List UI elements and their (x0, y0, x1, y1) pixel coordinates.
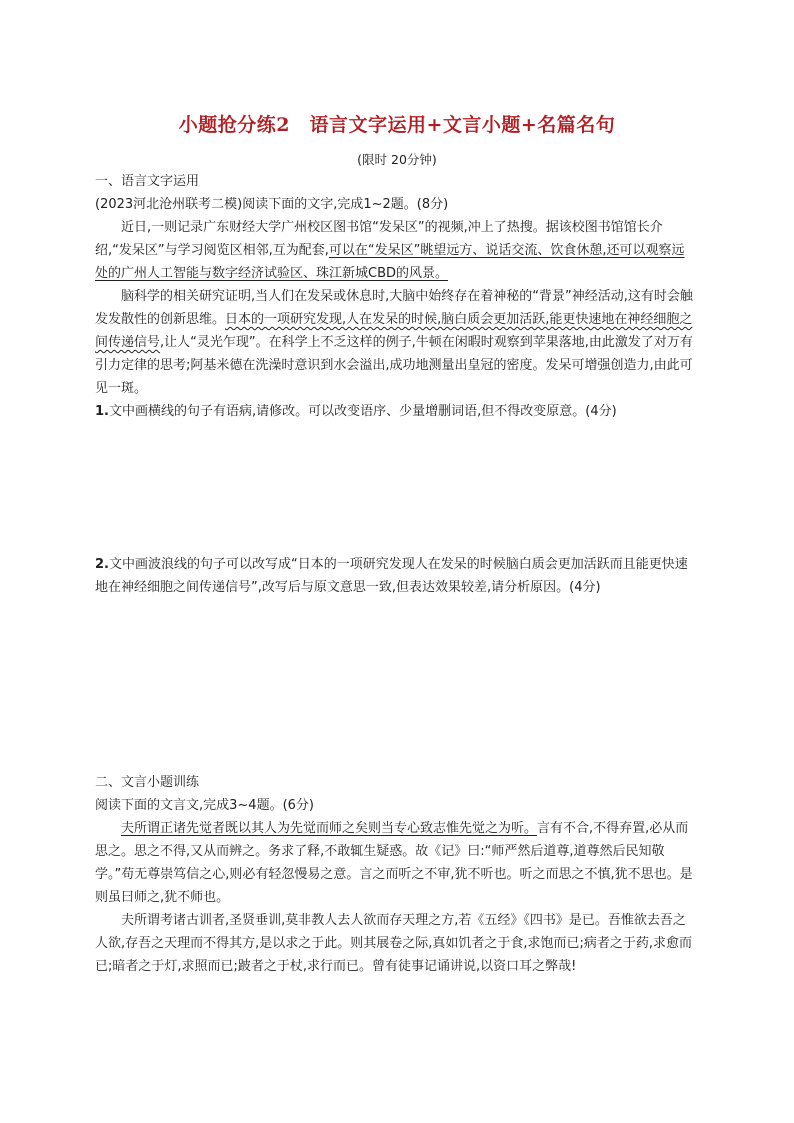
source-note: (2023河北沧州联考二模)阅读下面的文字,完成1~2题。(8分) (95, 197, 449, 212)
passage-text: ,让人“灵光乍现”。在科学上不乏这样的例子,牛顿在闲暇时观察到苹果落地,由此激发了对万有引力定律的思考;阿基米德在洗澡时意识到水会溢出,成功地测量出皇冠的密度。发呆可增强创造力,由此可见一斑。 (95, 335, 693, 396)
question-2 (95, 553, 695, 599)
section-heading: 一、语言文字运用 (95, 174, 200, 189)
section-heading: 二、文言小题训练 (95, 775, 200, 790)
underlined-sentence: 可以在“发呆区”眺望远方、说话交流、饮食休憩,还可以观察远处的广州人工智能与数字经济试验区、珠江新城CBD的风景。 (95, 243, 685, 281)
section-language-use (95, 170, 695, 423)
wavy-underlined-sentence: 日本的一项研究发现,人在发呆的时候,脑白质会更加活跃,能更快速地在神经细胞之间传递信号 (95, 312, 693, 350)
passage-text: 言有不合,不得弃置,必从而思之。思之不得,又从而辨之。务求了释,不敢辄生疑惑。故《记》曰:“师严然后道尊,道尊然后民知敬学。”苟无尊崇笃信之心,则必有轻忽慢易之意。言之而听之不审,犹不听也。听之而思之不慎,犹不思也。是则虽曰师之,犹不师也。 (95, 821, 693, 905)
question-number: 2. (95, 557, 109, 572)
passage-paragraph (95, 285, 695, 400)
question-text: 文中画横线的句子有语病,请修改。可以改变语序、少量增删词语,但不得改变原意。(4分) (108, 404, 617, 419)
section-classical-chinese (95, 771, 695, 978)
page-title: 小题抢分练2 语言文字运用+文言小题+名篇名句 (178, 114, 616, 136)
question-1 (95, 400, 695, 423)
passage-text: 近日,一则记录广东财经大学广州校区图书馆“发呆区”的视频,冲上了热搜。据该校图书馆馆长介绍,“发呆区”与学习阅览区相邻,互为配套, (95, 220, 663, 258)
time-limit: (限时 20分钟) (357, 152, 437, 167)
source-note: 阅读下面的文言文,完成3~4题。(6分) (95, 798, 314, 813)
passage-text: 脑科学的相关研究证明,当人们在发呆或休息时,大脑中始终存在着神秘的“背景”神经活动,这有时会触发发散性的创新思维。 (95, 289, 693, 327)
underlined-sentence: 夫所谓正诸先觉者既以其人为先觉而师之矣则当专心致志惟先觉之为听。 (121, 821, 538, 836)
passage-paragraph (95, 216, 695, 285)
question-number: 1. (95, 404, 109, 419)
question-text: 文中画波浪线的句子可以改写成“日本的一项研究发现人在发呆的时候脑白质会更加活跃而且能更快速地在神经细胞之间传递信号”,改写后与原文意思一致,但表达效果较差,请分析原因。(4分) (95, 557, 688, 595)
passage-paragraph: 夫所谓考诸古训者,圣贤垂训,莫非教人去人欲而存天理之方,若《五经》《四书》是已。吾惟欲去吾之人欲,存吾之天理而不得其方,是以求之于此。则其展卷之际,真如饥者之于食,求饱而已;病者之于药,求愈而已;暗者之于灯,求照而已;跛者之于杖,求行而已。曾有徒事记诵讲说,以资口耳之弊哉! (95, 913, 693, 974)
passage-paragraph (95, 817, 695, 909)
